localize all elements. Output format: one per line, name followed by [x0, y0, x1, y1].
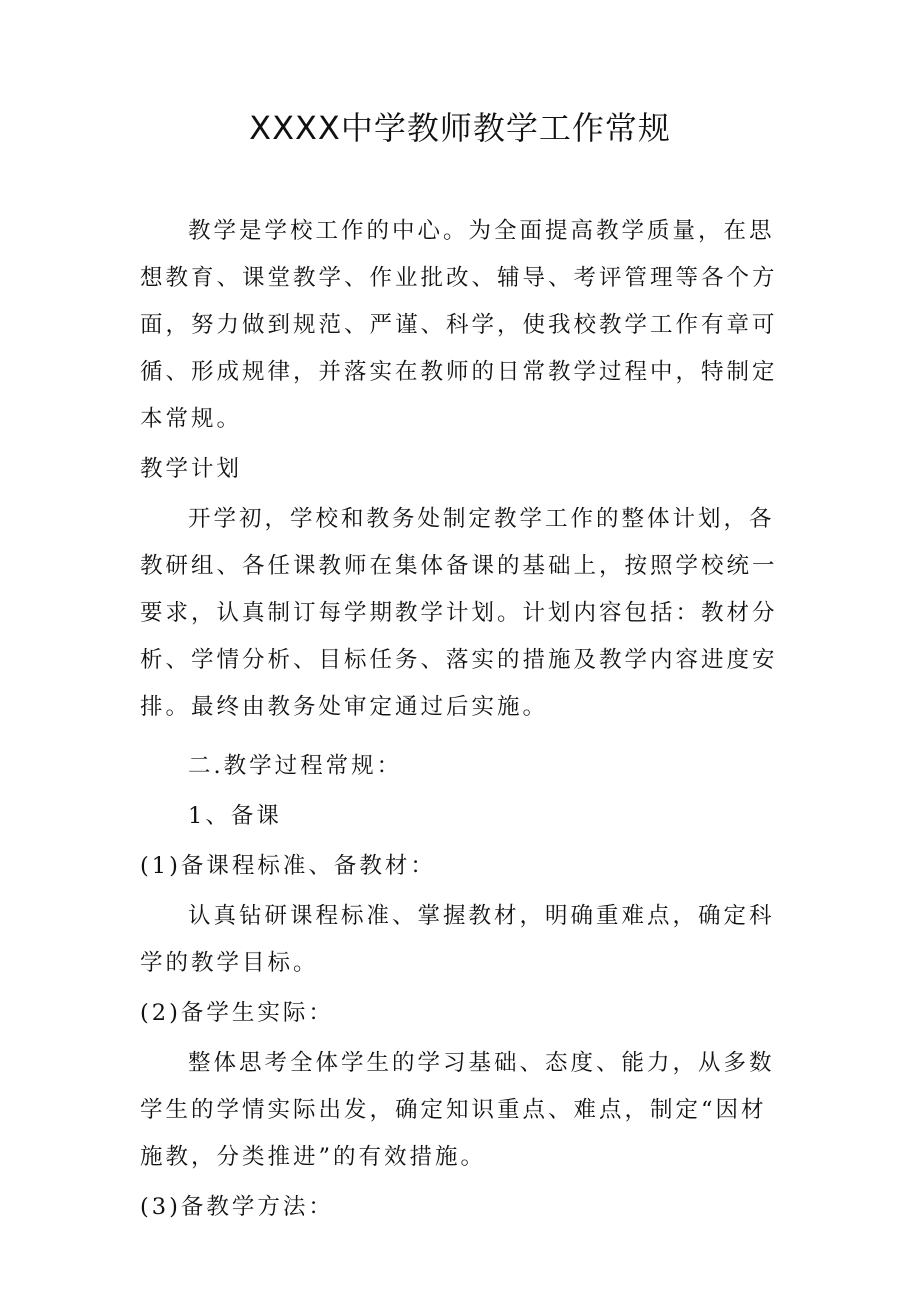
section2-heading: 二.教学过程常规：	[188, 753, 403, 779]
sub3-heading: (3)备教学方法：	[140, 1194, 334, 1220]
document-title: XXXX中学教师教学工作常规	[249, 109, 671, 147]
item1-heading: 1、备课	[188, 803, 282, 829]
sub2-paragraph: 整体思考全体学生的学习基础、态度、能力，从多数学生的学情实际出发，确定知识重点、难点，制定“因材施教，分类推进”的有效措施。	[140, 1050, 775, 1170]
document-body	[140, 208, 785, 1231]
section-plan-heading: 教学计划	[140, 456, 243, 482]
sub2-heading: (2)备学生实际：	[140, 1000, 334, 1026]
section-plan-paragraph: 开学初，学校和教务处制定教学工作的整体计划，各教研组、各任课教师在集体备课的基础上，按照学校统一要求，认真制订每学期教学计划。计划内容包括：教材分析、学情分析、目标任务、落实的措施及教学内容进度安排。最终由教务处审定通过后实施。	[140, 506, 778, 720]
intro-paragraph: 教学是学校工作的中心。为全面提高教学质量，在思想教育、课堂教学、作业批改、辅导、考评管理等各个方面，努力做到规范、严谨、科学，使我校教学工作有章可循、形成规律，并落实在教师的日常教学过程中，特制定本常规。	[140, 218, 778, 432]
sub1-paragraph: 认真钻研课程标准、掌握教材，明确重难点，确定科学的教学目标。	[140, 903, 775, 976]
sub1-heading: (1)备课程标准、备教材：	[140, 853, 436, 879]
